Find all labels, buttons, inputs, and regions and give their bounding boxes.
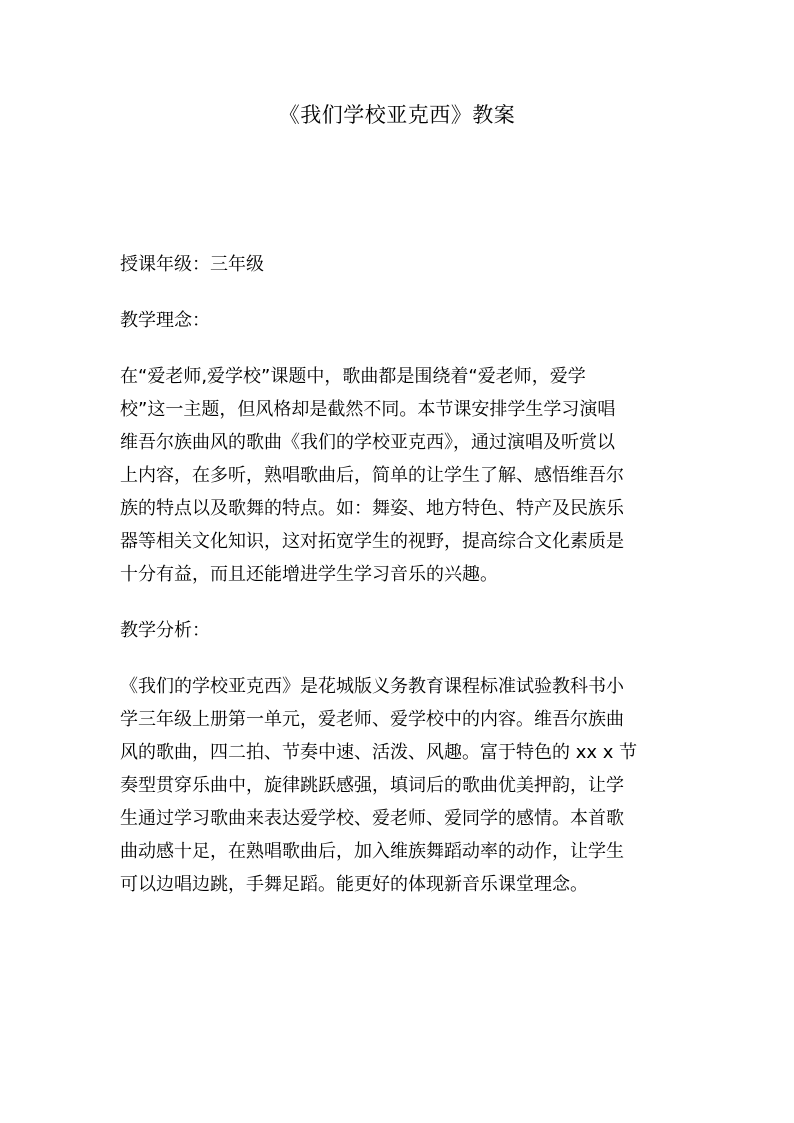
document-title: 《我们学校亚克西》教案 bbox=[278, 103, 516, 127]
section-heading-teaching-analysis: 教学分析： bbox=[120, 620, 210, 641]
paragraph-line: 维吾尔族曲风的歌曲《我们的学校亚克西》，通过演唱及听赏以 bbox=[120, 432, 615, 453]
grade-line: 授课年级：三年级 bbox=[120, 254, 264, 275]
paragraph-teaching-analysis bbox=[120, 670, 680, 901]
paragraph-line: 奏型贯穿乐曲中，旋律跳跃感强，填词后的歌曲优美押韵，让学 bbox=[120, 775, 624, 796]
paragraph-line: 上内容，在多听，熟唱歌曲后，简单的让学生了解、感悟维吾尔 bbox=[120, 465, 624, 486]
paragraph-line: 十分有益，而且还能增进学生学习音乐的兴趣。 bbox=[120, 564, 498, 585]
paragraph-line: 在“爱老师,爱学校”课题中，歌曲都是围绕着“爱老师，爱学 bbox=[120, 366, 586, 387]
paragraph-line: 学三年级上册第一单元，爱老师、爱学校中的内容。维吾尔族曲 bbox=[120, 709, 624, 730]
document-body bbox=[120, 248, 680, 924]
paragraph-line: 生通过学习歌曲来表达爱学校、爱老师、爱同学的感情。本首歌 bbox=[120, 808, 624, 829]
paragraph-line: 校”这一主题，但风格却是截然不同。本节课安排学生学习演唱 bbox=[120, 399, 616, 420]
section-heading-teaching-philosophy: 教学理念： bbox=[120, 310, 210, 331]
paragraph-line: 器等相关文化知识，这对拓宽学生的视野，提高综合文化素质是 bbox=[120, 531, 624, 552]
paragraph-line: 曲动感十足，在熟唱歌曲后，加入维族舞蹈动率的动作，让学生 bbox=[120, 841, 624, 862]
paragraph-line: 族的特点以及歌舞的特点。如：舞姿、地方特色、特产及民族乐 bbox=[120, 498, 624, 519]
paragraph-line: 《我们的学校亚克西》是花城版义务教育课程标准试验教科书小 bbox=[120, 676, 624, 697]
paragraph-teaching-philosophy bbox=[120, 360, 680, 591]
paragraph-line: 可以边唱边跳，手舞足蹈。能更好的体现新音乐课堂理念。 bbox=[120, 874, 588, 895]
paragraph-line: 风的歌曲，四二拍、节奏中速、活泼、风趣。富于特色的 xx x 节 bbox=[120, 742, 638, 763]
